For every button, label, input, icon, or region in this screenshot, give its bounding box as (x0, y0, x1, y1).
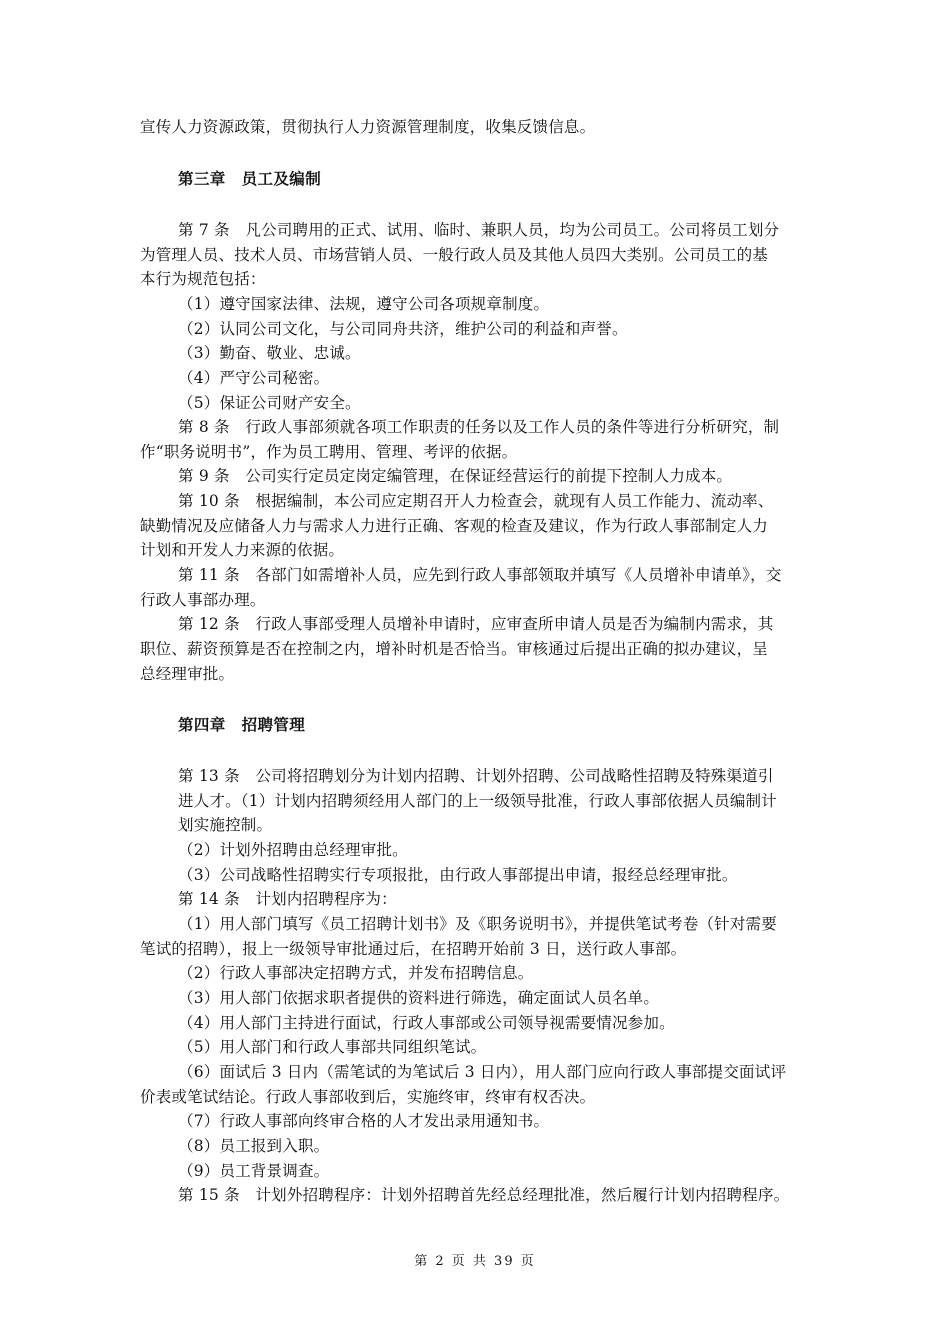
text-line: 计划和开发人力来源的依据。 (140, 541, 345, 559)
text-line: 第 15 条 计划外招聘程序：计划外招聘首先经总经理批准，然后履行计划内招聘程序。 (178, 1186, 790, 1204)
list-item: （1）用人部门填写《员工招聘计划书》及《职务说明书》，并提供笔试考卷（针对需要 (178, 915, 777, 933)
list-item: （6）面试后 3 日内（需笔试的为笔试后 3 日内），用人部门应向行政人事部提交面试评 (178, 1063, 787, 1081)
text-line: 笔试的招聘），报上一级领导审批通过后，在招聘开始前 3 日，送行政人事部。 (140, 940, 687, 958)
text-line: 第 13 条 公司将招聘划分为计划内招聘、计划外招聘、公司战略性招聘及特殊渠道引 (178, 767, 774, 785)
list-item: （7）行政人事部向终审合格的人才发出录用通知书。 (178, 1112, 550, 1130)
text-line: 本行为规范包括： (140, 270, 266, 288)
page-number: 第 2 页 共 39 页 (414, 1254, 536, 1269)
list-item: （2）认同公司文化，与公司同舟共济，维护公司的利益和声誉。 (178, 320, 628, 338)
text-line: 缺勤情况及应储备人力与需求人力进行正确、客观的检查及建议，作为行政人事部制定人力 (140, 517, 769, 535)
text-line: 第 11 条 各部门如需增补人员，应先到行政人事部领取并填写《人员增补申请单》，交 (178, 566, 782, 584)
list-item: （3）用人部门依据求职者提供的资料进行筛选，确定面试人员名单。 (178, 989, 660, 1007)
list-item: （9）员工背景调查。 (178, 1162, 330, 1180)
list-item: （2）行政人事部决定招聘方式，并发布招聘信息。 (178, 964, 534, 982)
list-item: （3）勤奋、敬业、忠诚。 (178, 344, 361, 362)
chapter-heading: 第三章 员工及编制 (178, 169, 322, 188)
list-item: （1）遵守国家法律、法规，遵守公司各项规章制度。 (178, 295, 550, 313)
text-line: 第 12 条 行政人事部受理人员增补申请时，应审查所申请人员是否为编制内需求，其 (178, 615, 774, 633)
list-item: （3）公司战略性招聘实行专项报批，由行政人事部提出申请，报经总经理审批。 (178, 866, 738, 884)
text-line: 作“职务说明书”，作为员工聘用、管理、考评的依据。 (140, 443, 518, 461)
text-line: 第 8 条 行政人事部须就各项工作职责的任务以及工作人员的条件等进行分析研究，制 (178, 418, 780, 436)
text-line: 价表或笔试结论。行政人事部收到后，实施终审，终审有权否决。 (140, 1088, 596, 1106)
chapter-heading: 第四章 招聘管理 (178, 715, 306, 734)
list-item: （8）员工报到入职。 (178, 1137, 330, 1155)
list-item: （4）用人部门主持进行面试，行政人事部或公司领导视需要情况参加。 (178, 1014, 675, 1032)
list-item: （5）用人部门和行政人事部共同组织笔试。 (178, 1038, 487, 1056)
list-item: （2）计划外招聘由总经理审批。 (178, 841, 408, 859)
text-line: 为管理人员、技术人员、市场营销人员、一般行政人员及其他人员四大类别。公司员工的基 (140, 246, 769, 264)
text-line: 进人才。（1）计划内招聘须经用人部门的上一级领导批准，行政人事部依据人员编制计 (178, 792, 777, 810)
text-line: 职位、薪资预算是否在控制之内，增补时机是否恰当。审核通过后提出正确的拟办建议，呈 (140, 640, 769, 658)
text-line: 总经理审批。 (140, 665, 235, 683)
text-line: 划实施控制。 (178, 816, 273, 834)
list-item: （5）保证公司财产安全。 (178, 394, 361, 412)
text-line: 行政人事部办理。 (140, 591, 266, 609)
text-line: 第 7 条 凡公司聘用的正式、试用、临时、兼职人员，均为公司员工。公司将员工划分 (178, 221, 780, 239)
text-line: 第 10 条 根据编制，本公司应定期召开人力检查会，就现有人员工作能力、流动率、 (178, 492, 774, 510)
text-line: 第 14 条 计划内招聘程序为： (178, 890, 397, 908)
text-line: 宣传人力资源政策，贯彻执行人力资源管理制度，收集反馈信息。 (140, 118, 596, 136)
text-line: 第 9 条 公司实行定员定岗定编管理，在保证经营运行的前提下控制人力成本。 (178, 467, 733, 485)
list-item: （4）严守公司秘密。 (178, 369, 330, 387)
